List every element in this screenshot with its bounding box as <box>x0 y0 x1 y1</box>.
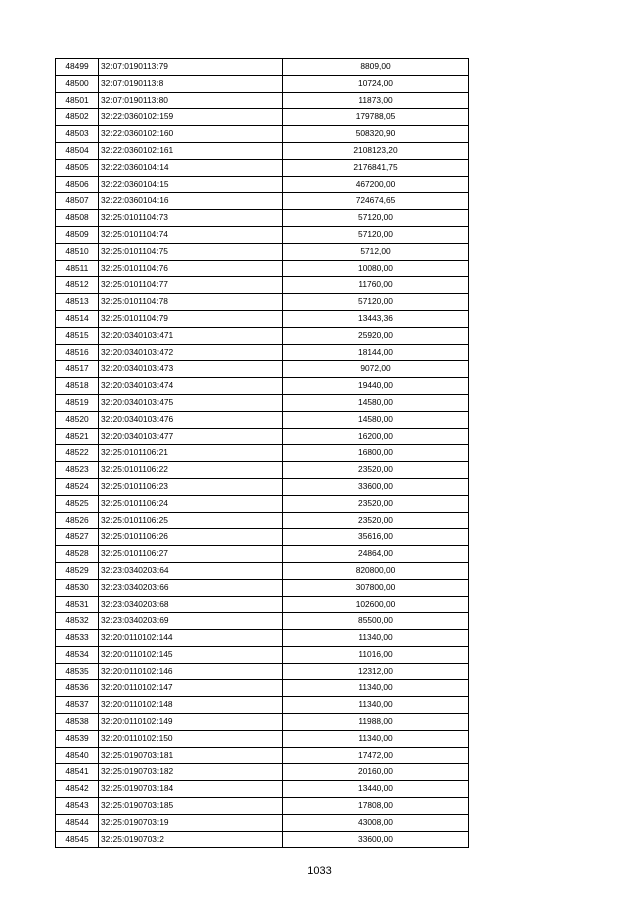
cadastral-value-cell: 57120,00 <box>283 210 469 227</box>
table-row <box>56 142 469 159</box>
table-row <box>56 546 469 563</box>
row-number-cell: 48505 <box>56 159 99 176</box>
row-number-cell: 48511 <box>56 260 99 277</box>
table-row <box>56 697 469 714</box>
cadastral-number-cell: 32:25:0101106:22 <box>99 462 283 479</box>
table-row <box>56 478 469 495</box>
row-number-cell: 48509 <box>56 226 99 243</box>
cadastral-number-cell: 32:23:0340203:69 <box>99 613 283 630</box>
cadastral-value-cell: 17808,00 <box>283 798 469 815</box>
table-row <box>56 193 469 210</box>
cadastral-value-cell: 35616,00 <box>283 529 469 546</box>
row-number-cell: 48503 <box>56 126 99 143</box>
cadastral-number-cell: 32:23:0340203:64 <box>99 562 283 579</box>
table-row <box>56 646 469 663</box>
cadastral-value-cell: 11340,00 <box>283 730 469 747</box>
cadastral-number-cell: 32:20:0110102:149 <box>99 714 283 731</box>
cadastral-number-cell: 32:20:0340103:472 <box>99 344 283 361</box>
row-number-cell: 48529 <box>56 562 99 579</box>
cadastral-value-cell: 2108123,20 <box>283 142 469 159</box>
table-row <box>56 126 469 143</box>
table-row <box>56 59 469 76</box>
table-row <box>56 562 469 579</box>
table-row <box>56 814 469 831</box>
cadastral-value-cell: 57120,00 <box>283 226 469 243</box>
row-number-cell: 48536 <box>56 680 99 697</box>
row-number-cell: 48540 <box>56 747 99 764</box>
table-row <box>56 529 469 546</box>
cadastral-value-cell: 10080,00 <box>283 260 469 277</box>
table-row <box>56 781 469 798</box>
cadastral-value-cell: 11988,00 <box>283 714 469 731</box>
table-row <box>56 210 469 227</box>
row-number-cell: 48530 <box>56 579 99 596</box>
row-number-cell: 48521 <box>56 428 99 445</box>
cadastral-value-cell: 13443,36 <box>283 310 469 327</box>
cadastral-number-cell: 32:25:0101106:26 <box>99 529 283 546</box>
cadastral-value-cell: 85500,00 <box>283 613 469 630</box>
table-row <box>56 159 469 176</box>
cadastral-value-cell: 43008,00 <box>283 814 469 831</box>
cadastral-number-cell: 32:22:0360104:14 <box>99 159 283 176</box>
cadastral-number-cell: 32:25:0101106:24 <box>99 495 283 512</box>
row-number-cell: 48519 <box>56 394 99 411</box>
cadastral-number-cell: 32:20:0340103:474 <box>99 378 283 395</box>
row-number-cell: 48507 <box>56 193 99 210</box>
row-number-cell: 48531 <box>56 596 99 613</box>
table-row <box>56 730 469 747</box>
table-row <box>56 579 469 596</box>
cadastral-number-cell: 32:07:0190113:79 <box>99 59 283 76</box>
table-row <box>56 613 469 630</box>
cadastral-number-cell: 32:25:0190703:181 <box>99 747 283 764</box>
table-row <box>56 630 469 647</box>
cadastral-number-cell: 32:07:0190113:8 <box>99 75 283 92</box>
cadastral-value-cell: 820800,00 <box>283 562 469 579</box>
table-row <box>56 428 469 445</box>
cadastral-number-cell: 32:20:0110102:150 <box>99 730 283 747</box>
table-row <box>56 596 469 613</box>
cadastral-number-cell: 32:25:0101104:76 <box>99 260 283 277</box>
table-row <box>56 226 469 243</box>
cadastral-number-cell: 32:20:0340103:471 <box>99 327 283 344</box>
cadastral-number-cell: 32:25:0190703:2 <box>99 831 283 848</box>
cadastral-number-cell: 32:22:0360104:15 <box>99 176 283 193</box>
row-number-cell: 48544 <box>56 814 99 831</box>
table-row <box>56 260 469 277</box>
row-number-cell: 48502 <box>56 109 99 126</box>
table-row <box>56 294 469 311</box>
table-row <box>56 764 469 781</box>
cadastral-value-cell: 14580,00 <box>283 411 469 428</box>
cadastral-number-cell: 32:23:0340203:66 <box>99 579 283 596</box>
row-number-cell: 48516 <box>56 344 99 361</box>
cadastral-number-cell: 32:25:0101106:21 <box>99 445 283 462</box>
cadastral-number-cell: 32:25:0101106:23 <box>99 478 283 495</box>
cadastral-value-cell: 24864,00 <box>283 546 469 563</box>
cadastral-number-cell: 32:25:0190703:185 <box>99 798 283 815</box>
row-number-cell: 48545 <box>56 831 99 848</box>
cadastral-value-table <box>55 58 469 848</box>
cadastral-number-cell: 32:25:0101104:78 <box>99 294 283 311</box>
table-row <box>56 310 469 327</box>
cadastral-number-cell: 32:20:0110102:147 <box>99 680 283 697</box>
row-number-cell: 48538 <box>56 714 99 731</box>
table-row <box>56 92 469 109</box>
row-number-cell: 48526 <box>56 512 99 529</box>
table-row <box>56 277 469 294</box>
row-number-cell: 48528 <box>56 546 99 563</box>
cadastral-value-cell: 11340,00 <box>283 697 469 714</box>
row-number-cell: 48517 <box>56 361 99 378</box>
cadastral-number-cell: 32:25:0101104:77 <box>99 277 283 294</box>
table-row <box>56 798 469 815</box>
cadastral-number-cell: 32:25:0101104:79 <box>99 310 283 327</box>
cadastral-value-cell: 8809,00 <box>283 59 469 76</box>
row-number-cell: 48523 <box>56 462 99 479</box>
table-row <box>56 663 469 680</box>
row-number-cell: 48506 <box>56 176 99 193</box>
row-number-cell: 48501 <box>56 92 99 109</box>
row-number-cell: 48515 <box>56 327 99 344</box>
row-number-cell: 48518 <box>56 378 99 395</box>
row-number-cell: 48542 <box>56 781 99 798</box>
cadastral-value-cell: 9072,00 <box>283 361 469 378</box>
row-number-cell: 48512 <box>56 277 99 294</box>
table-row <box>56 747 469 764</box>
row-number-cell: 48537 <box>56 697 99 714</box>
row-number-cell: 48525 <box>56 495 99 512</box>
table-row <box>56 714 469 731</box>
table-row <box>56 394 469 411</box>
table-row <box>56 109 469 126</box>
table-row <box>56 243 469 260</box>
row-number-cell: 48539 <box>56 730 99 747</box>
table-row <box>56 75 469 92</box>
cadastral-value-cell: 307800,00 <box>283 579 469 596</box>
cadastral-value-cell: 11760,00 <box>283 277 469 294</box>
cadastral-value-cell: 11016,00 <box>283 646 469 663</box>
cadastral-value-cell: 33600,00 <box>283 478 469 495</box>
table-row <box>56 512 469 529</box>
cadastral-number-cell: 32:20:0340103:476 <box>99 411 283 428</box>
cadastral-value-cell: 5712,00 <box>283 243 469 260</box>
cadastral-value-cell: 724674,65 <box>283 193 469 210</box>
cadastral-value-cell: 23520,00 <box>283 462 469 479</box>
table-row <box>56 361 469 378</box>
cadastral-value-cell: 20160,00 <box>283 764 469 781</box>
table-row <box>56 462 469 479</box>
row-number-cell: 48504 <box>56 142 99 159</box>
cadastral-value-cell: 508320,90 <box>283 126 469 143</box>
row-number-cell: 48543 <box>56 798 99 815</box>
table-row <box>56 680 469 697</box>
cadastral-number-cell: 32:07:0190113:80 <box>99 92 283 109</box>
row-number-cell: 48514 <box>56 310 99 327</box>
cadastral-number-cell: 32:25:0190703:184 <box>99 781 283 798</box>
table-row <box>56 344 469 361</box>
cadastral-value-cell: 467200,00 <box>283 176 469 193</box>
cadastral-number-cell: 32:25:0101106:25 <box>99 512 283 529</box>
cadastral-value-cell: 10724,00 <box>283 75 469 92</box>
cadastral-number-cell: 32:25:0101104:75 <box>99 243 283 260</box>
cadastral-value-cell: 11340,00 <box>283 630 469 647</box>
table-row <box>56 831 469 848</box>
row-number-cell: 48534 <box>56 646 99 663</box>
row-number-cell: 48513 <box>56 294 99 311</box>
cadastral-number-cell: 32:20:0340103:477 <box>99 428 283 445</box>
cadastral-number-cell: 32:22:0360102:160 <box>99 126 283 143</box>
cadastral-value-cell: 13440,00 <box>283 781 469 798</box>
cadastral-value-cell: 2176841,75 <box>283 159 469 176</box>
table-row <box>56 378 469 395</box>
page-number: 1033 <box>307 865 332 877</box>
cadastral-number-cell: 32:25:0101104:74 <box>99 226 283 243</box>
cadastral-value-cell: 102600,00 <box>283 596 469 613</box>
row-number-cell: 48522 <box>56 445 99 462</box>
cadastral-value-cell: 33600,00 <box>283 831 469 848</box>
row-number-cell: 48527 <box>56 529 99 546</box>
cadastral-value-cell: 11873,00 <box>283 92 469 109</box>
cadastral-value-cell: 18144,00 <box>283 344 469 361</box>
row-number-cell: 48508 <box>56 210 99 227</box>
cadastral-number-cell: 32:22:0360102:161 <box>99 142 283 159</box>
cadastral-value-cell: 57120,00 <box>283 294 469 311</box>
cadastral-value-cell: 23520,00 <box>283 512 469 529</box>
table-body <box>56 59 469 848</box>
table-row <box>56 495 469 512</box>
table-row <box>56 445 469 462</box>
row-number-cell: 48532 <box>56 613 99 630</box>
cadastral-number-cell: 32:20:0110102:144 <box>99 630 283 647</box>
cadastral-number-cell: 32:25:0190703:182 <box>99 764 283 781</box>
row-number-cell: 48535 <box>56 663 99 680</box>
row-number-cell: 48541 <box>56 764 99 781</box>
cadastral-number-cell: 32:22:0360104:16 <box>99 193 283 210</box>
cadastral-number-cell: 32:20:0340103:473 <box>99 361 283 378</box>
cadastral-number-cell: 32:20:0110102:148 <box>99 697 283 714</box>
cadastral-value-cell: 16800,00 <box>283 445 469 462</box>
row-number-cell: 48533 <box>56 630 99 647</box>
cadastral-value-cell: 14580,00 <box>283 394 469 411</box>
cadastral-value-cell: 19440,00 <box>283 378 469 395</box>
cadastral-value-cell: 23520,00 <box>283 495 469 512</box>
cadastral-value-cell: 16200,00 <box>283 428 469 445</box>
row-number-cell: 48499 <box>56 59 99 76</box>
cadastral-value-cell: 12312,00 <box>283 663 469 680</box>
table-row <box>56 327 469 344</box>
table-row <box>56 411 469 428</box>
table-row <box>56 176 469 193</box>
row-number-cell: 48500 <box>56 75 99 92</box>
cadastral-value-cell: 179788,05 <box>283 109 469 126</box>
cadastral-number-cell: 32:20:0340103:475 <box>99 394 283 411</box>
row-number-cell: 48510 <box>56 243 99 260</box>
cadastral-value-cell: 11340,00 <box>283 680 469 697</box>
cadastral-number-cell: 32:20:0110102:146 <box>99 663 283 680</box>
cadastral-number-cell: 32:25:0101104:73 <box>99 210 283 227</box>
cadastral-number-cell: 32:23:0340203:68 <box>99 596 283 613</box>
row-number-cell: 48524 <box>56 478 99 495</box>
cadastral-number-cell: 32:25:0101106:27 <box>99 546 283 563</box>
cadastral-value-cell: 25920,00 <box>283 327 469 344</box>
row-number-cell: 48520 <box>56 411 99 428</box>
cadastral-number-cell: 32:22:0360102:159 <box>99 109 283 126</box>
cadastral-number-cell: 32:20:0110102:145 <box>99 646 283 663</box>
cadastral-number-cell: 32:25:0190703:19 <box>99 814 283 831</box>
cadastral-value-cell: 17472,00 <box>283 747 469 764</box>
